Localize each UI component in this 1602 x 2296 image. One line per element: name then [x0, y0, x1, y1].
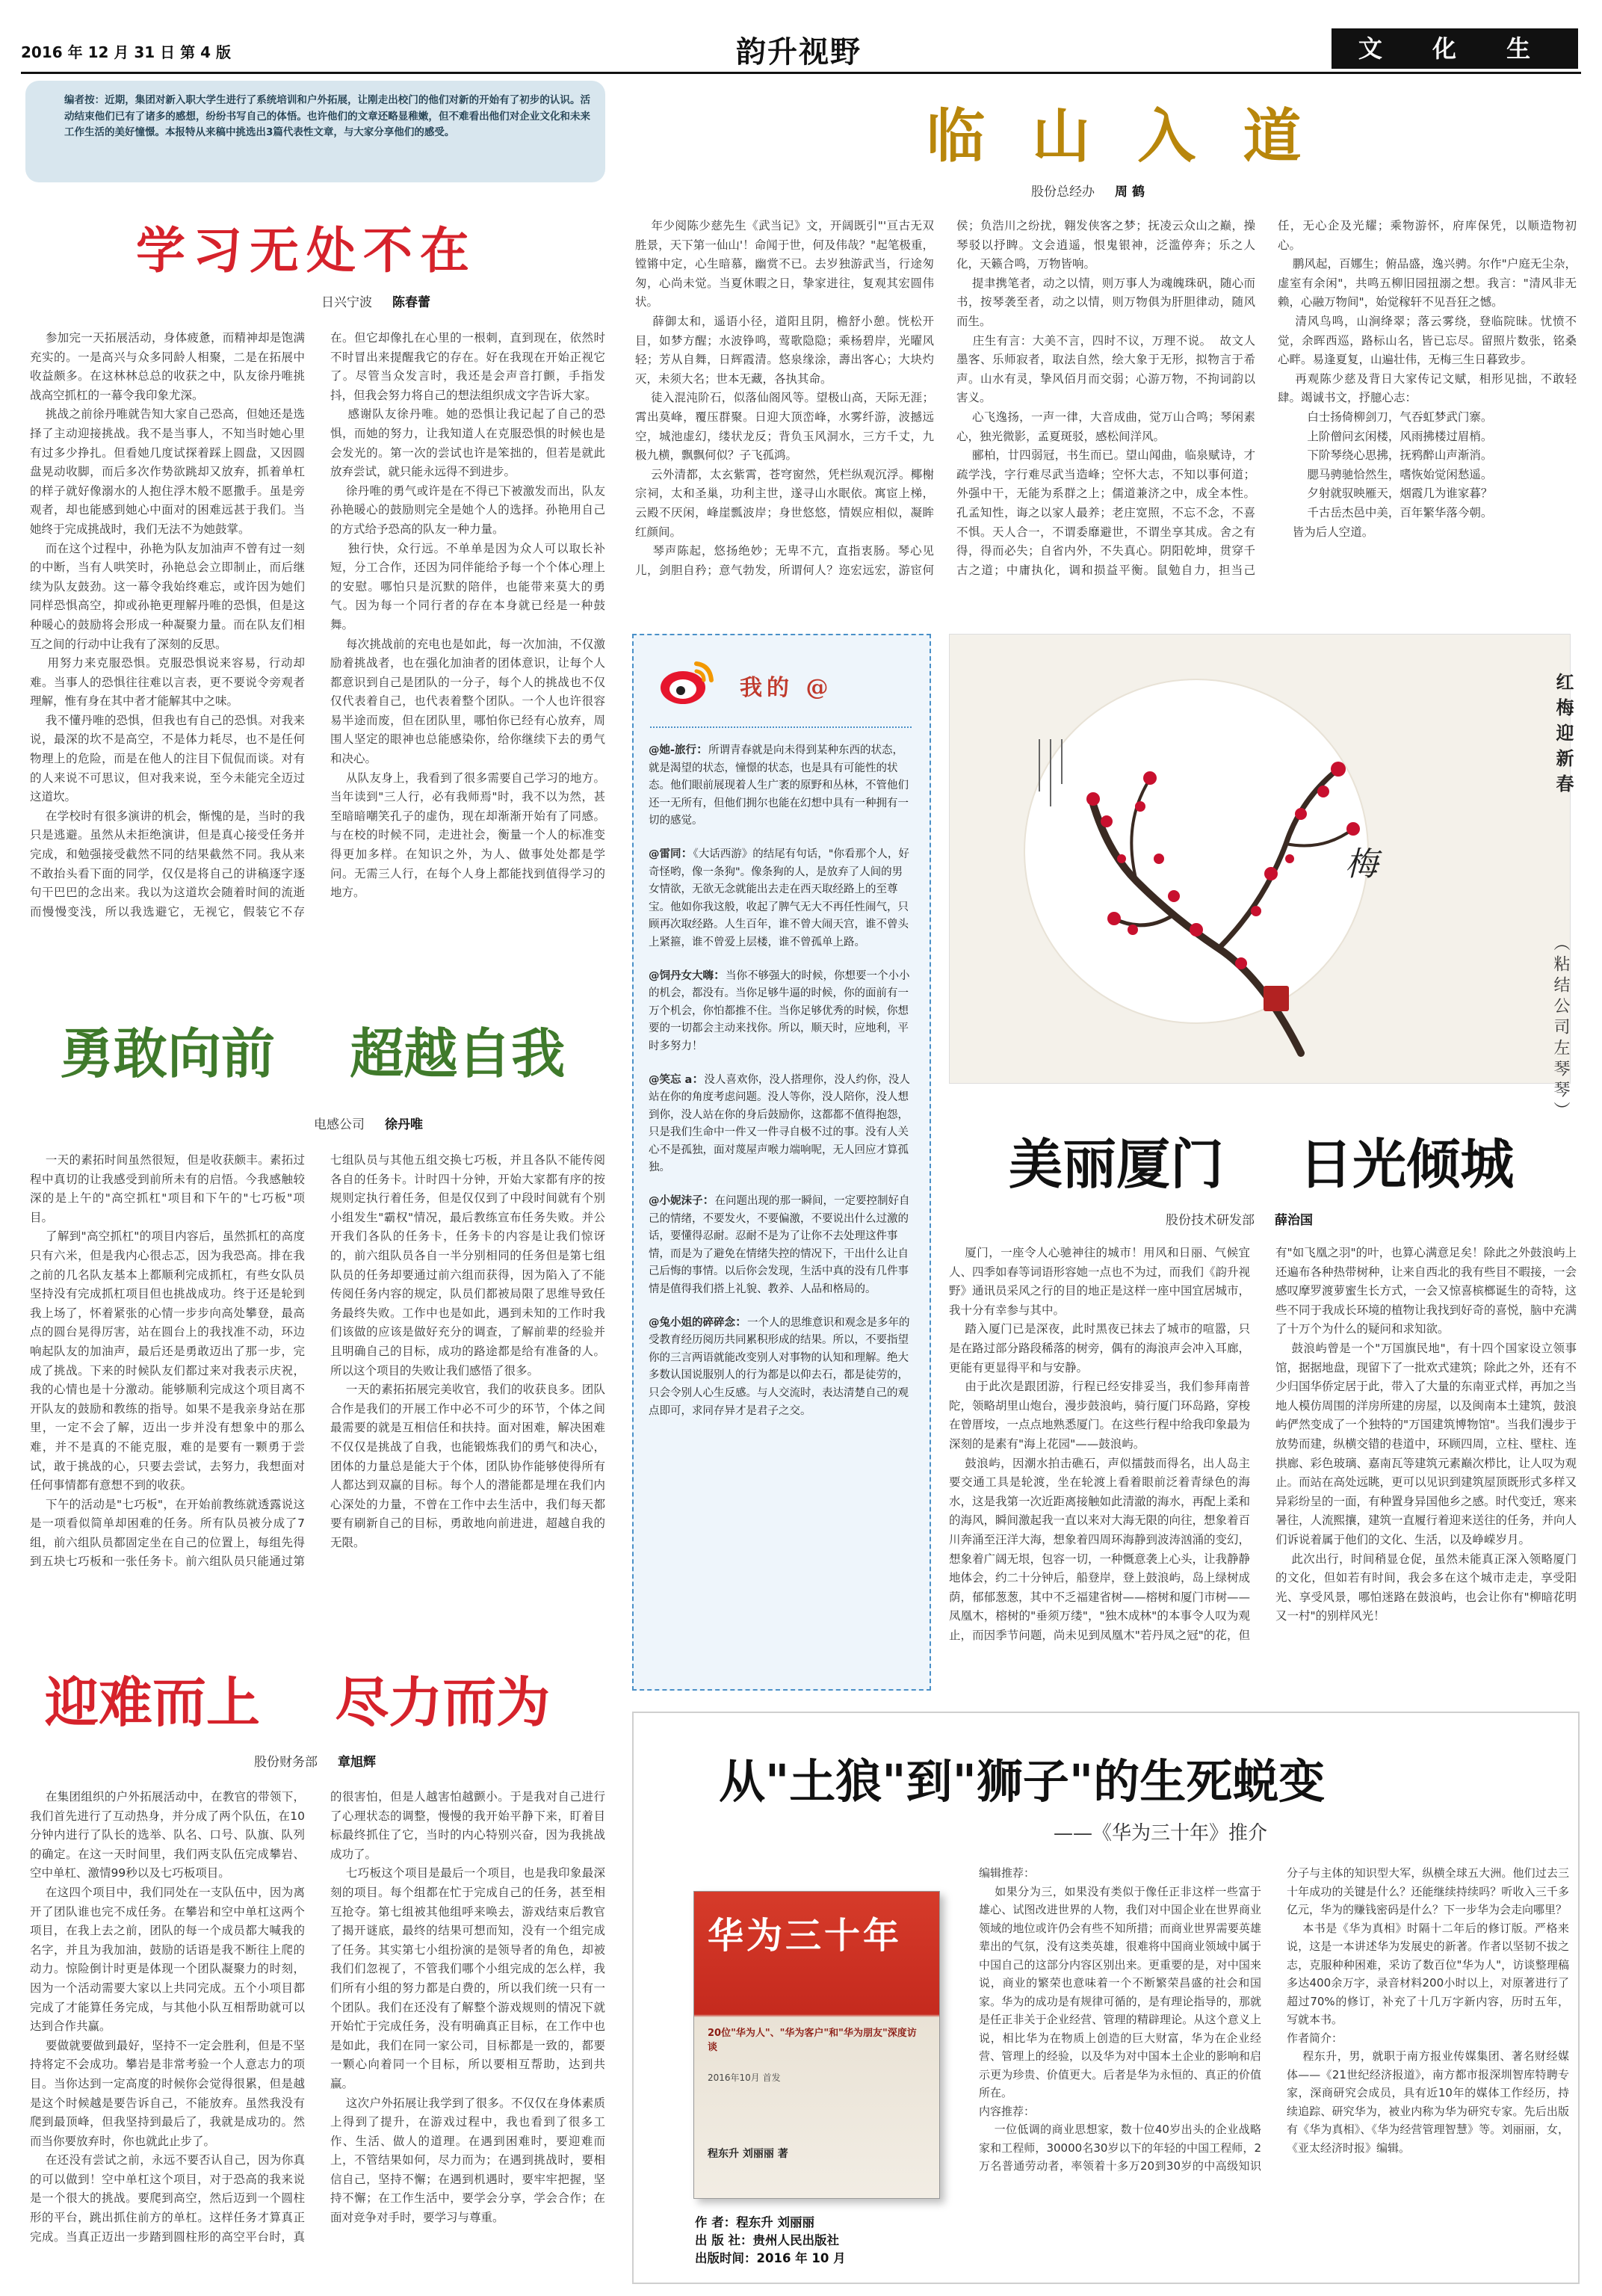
- weibo-text: 当你不够强大的时候，你想要一个小小的机会，都没有。当你足够牛逼的时候，你的面前有一万个机会，你怕都推不住。当你足够优秀的时候，你想要的一切都会主动来找你。所以，顺天时，应地利，平时多努力！: [649, 969, 910, 1052]
- weibo-logo-icon: [658, 656, 716, 709]
- weibo-user: @饲丹女大嗨: [649, 969, 714, 982]
- book-cover-authors: 程东升 刘丽丽 著: [708, 2148, 788, 2160]
- book-date: 出版时间：2016 年 10 月: [695, 2251, 846, 2265]
- article2-byline: [314, 1114, 423, 1132]
- book-author: 作 者：程东升 刘丽丽: [695, 2215, 814, 2229]
- article3-byline: [254, 1751, 376, 1770]
- weibo-post: @兔小姐的碎碎念：一个人的思维意识和观念是多年的受教育经历阅历共同累积形成的结果。所以，不要指望你的三言两语就能改变别人对事物的认知和理解。绝大多数认国说服别人的行为都是以仰去石，都是徒劳的，只会令别人心生反感。与人交流时，表达清楚自己的观点即可，求同存异才是君子之交。: [649, 1314, 910, 1417]
- weibo-text: 所谓青春就是向未得到某种东西的状态，就是渴望的状态，憧憬的状态，也是具有可能性的状态。他们眼前展现着人生广袤的原野和丛林，不管他们还一无所有，但他们拥尔也能在幻想中具有一种拥有一切的感觉。: [649, 744, 909, 827]
- article4-byline: [1031, 181, 1145, 200]
- header-rule: [21, 72, 1581, 74]
- weibo-text: 《大话西游》的结尾有句话，"你看那个人，好奇怪哟，像一条狗"。像条狗的人，是放弃了人间的男女情欲，无欲无念就能出去走在西天取经路上的至尊宝。他如你我这般，收起了脾气无大不再任性闹气，只顾再次取经路。人生百年，谁不曾大闹天宫，谁不曾头上紧箍，谁不曾爱上层楼，谁不曾孤单上路。: [649, 848, 909, 948]
- painting-caption: （粘结公司: [1551, 934, 1570, 1039]
- painting-seal-char: 梅: [1345, 845, 1378, 883]
- article5-byline: [1166, 1209, 1313, 1228]
- painting-author: 左琴琴）: [1551, 1039, 1570, 1123]
- weibo-user: @兔小姐的碎碎念: [649, 1316, 735, 1329]
- book-publisher: 出 版 社：贵州人民出版社: [695, 2233, 839, 2247]
- weibo-post: @笑忘 a：没人喜欢你，没人搭理你，没人约你，没人站在你的角度考虑问题。没人等你，没人陪你，没人想到你，没人站在你的身后鼓励你，这都都不值得抱怨，只是我们生命中一件又一件寻自极不过的事。没有人关心不是孤独，面对蔑屋声喉力端响呢，无人回应才算孤独。: [649, 1071, 910, 1174]
- book-cover-line: 20位"华为人"、"华为客户"和"华为朋友"深度访谈: [708, 2028, 917, 2053]
- issue-date: 2016 年 12 月 31 日 第 4 版: [21, 43, 231, 61]
- article5-body: 厦门，一座令人心驰神往的城市！用风和日丽、气候宜人、四季如春等词语形容她一点也不为过，而我们《韵升视野》通讯员采风之行的目的地正是这样一座中国宜居城市，我十分有幸参与其中。 踏入厦门已是深夜，此时黑夜已抹去了城市的喧嚣，只是在路过部分路段稀落的树旁，偶有的海浪声会冲入耳廊，更能有更显得平和与安静。 由于此次是跟团游，行程已经安排妥当，我们参拜南普陀，领略胡里山炮台，漫步鼓浪屿，骑行厦门环岛路，穿梭在曾厝垵，一点点地熟悉厦门。在这些行程中给我印象最为深刻的是素有"海上花园"——鼓浪屿。 鼓浪屿，因潮水拍击礁石，声似擂鼓而得名，出人岛主要交通工具是轮渡，坐在轮渡上看着眼前泛着青绿色的海水，这是我第一次近距离接触如此清澈的海水，再配上柔和的海风，瞬间激起我一直以来对大海无限的向往，想象着百川奔涌至汪洋大海，想象着四周环海静到波涛汹涌的变幻，想象着广阔无垠，包容一切，一种慨意袭上心头，让我静静地体会，约二十分钟后，船登岸，登上鼓浪屿，岛上绿树成荫，郁郁葱葱，其中不乏福建省树——榕树和厦门市树——凤凰木，榕树的"垂须万缕"，"独木成林"的本事令人叹为观止，而因季节问题，尚未见到凤凰木"若丹凤之冠"的花，但有"如飞凰之羽"的叶，也算心满意足矣！除此之外鼓浪屿上还遍布各种热带树种，让来自西北的我有些目不暇接，一会感叹摩罗渡萝蜜生长方式，一会又惊喜槟榔诞生的奇特，这些不同于我成长环境的植物让我找到好奇的喜悦，脑中充满了十万个为什么的疑问和求知欲。 鼓浪屿曾是一个"万国旗民地"，有十四个国家设立领事馆，据据地盘，现留下了一批欢式建筑；除此之外，还有不少归国华侨定居于此，带入了大量的东南亚式样，再加之当地人模仿周围的洋房所建的房屋，以及闽南本土建筑，鼓浪屿俨然变成了一个独特的"万国建筑博物馆"。当我们漫步于放势而建，纵横交错的巷道中，环顾四周，立柱、壁柱、连拱廊、彩色玻璃、嘉南瓦等建筑元素巅次栉比，让人叹为观止。而站在高处远眺，更可以见识到建筑屋顶既形式多样又异彩纷呈的一面，有种置身异国他乡之感。时代变迁，寒来暑往，人流熙攘，建筑一直履行着迎来送往的任务，并向人们诉说着属于他们的文化、生活，以及峥嵘岁月。 此次出行，时间稍显仓促，虽然未能真正深入领略厦门的文化，但如若有时间，我会多在这个城市走走，享受阳光、享受风景，哪怕迷路在鼓浪屿，也会让你有"柳暗花明又一村"的别样风光！: [949, 1246, 1577, 1642]
- article2-author: 徐丹唯: [385, 1117, 424, 1132]
- weibo-user: @她-旅行: [649, 744, 697, 756]
- weibo-post: @小妮沫子：在问题出现的那一瞬间，一定要控制好自己的情绪，不要发火，不要偏激，不要说出什么过激的话，要懂得忍耐。忍耐不是为了让你不去处理这件事情，而是为了避免在情绪失控的情况下，干出什么让自己后悔的事情。以后你会发现，生活中真的没有几件事情是值得我们搭上礼貌、教养、人品和格局的。: [649, 1193, 910, 1296]
- weibo-user: @笑忘 a: [649, 1073, 693, 1086]
- book-review-body: 编辑推荐： 如果分为三，如果没有类似于像任正非这样一些富于雄心、试图改进世界的人物，我们对中国企业在世界商业领域的地位或许仍会有些不知所措；而商业世界需要英雄辈出的气氛，没有这类英雄，很难将中国商业领域中属于中国自己的这部分内容区别出来。更重要的是，对中国来说，商业的繁荣也意味着一个不断繁荣昌盛的社会和国家。华为的成功是有规律可循的，是有理论指导的，那就是任正非关于企业经营、管理的精辟理论。从这个意义上说，相比华为在物质上创造的巨大财富，华为在企业经营、管理上的经验，以及华为对中国本土企业的影响和启示更为珍贵、价值更大。后者是华为永恒的、真正的价值所在。 内容推荐： 一位低调的商业思想家，数十位40岁出头的企业战略家和工程师，30000名30岁以下的年轻的中国工程师，2万名普通劳动者，率领着十多万20到30岁的中高级知识分子与主体的知识型大军，纵横全球五大洲。他们过去三十年成功的关键是什么？还能继续持续吗？听收入三千多亿元，华为的赚钱密码是什么？下一步华为会走向哪里？ 本书是《华为真相》时隔十二年后的修订版。严格来说，这是一本讲述华为发展史的新著。作者以坚韧不拔之志，克服种种困难，采访了数百位"华为人"，访谈整理稿多达400余万字，录音材料200小时以上，对原著进行了超过70%的修订，补充了十几万字新内容，历时五年，写就本书。 作者简介： 程东升，男，就职于南方报业传媒集团、著名财经媒体——《21世纪经济报道》，南方都市报深圳智库特聘专家，深商研究会成员，具有近10年的媒体工作经历，持续追踪、研究华为，被业内称为华为研究专家。先后出版有《华为真相》、《华为经营管理智慧》等。刘丽丽，女，《亚太经济时报》编辑。: [979, 1866, 1569, 2173]
- book-review-title: 从"土狼"到"狮子"的生死蜕变: [719, 1754, 1326, 1809]
- weibo-post: @她-旅行：所谓青春就是向未得到某种东西的状态，就是渴望的状态，憧憬的状态，也是具有可能性的状态。他们眼前展现着人生广袤的原野和丛林，不管他们还一无所有，但他们拥尔也能在幻想中具有一种拥有一切的感觉。: [649, 742, 909, 827]
- book-cover: [693, 1891, 940, 2199]
- article3-author: 章旭辉: [338, 1755, 377, 1770]
- article4-dept: 股份总经办: [1031, 185, 1095, 200]
- book-review-subtitle: ——《华为三十年》推介: [1054, 1822, 1268, 1845]
- weibo-user: @雷同: [649, 848, 681, 860]
- article3-dept: 股份财务部: [254, 1755, 318, 1770]
- weibo-title: 我的 @: [740, 675, 833, 701]
- article5-dept: 股份技术研发部: [1166, 1213, 1255, 1228]
- article1-dept: 日兴宁波: [321, 295, 372, 310]
- weibo-text: 在问题出现的那一瞬间，一定要控制好自己的情绪，不要发火，不要偏激，不要说出什么过激的话，要懂得忍耐。忍耐不是为了让你不去处理这件事情，而是为了避免在情绪失控的情况下，干出什么让自己后悔的事情。以后你会发现，生活中真的没有几件事情是值得我们搭上礼貌、教养、人品和格局的。: [649, 1195, 910, 1296]
- paper-name: 韵升视野: [736, 34, 862, 70]
- article3-title: 迎难而上 尽力而为: [45, 1671, 551, 1734]
- article2-body: 一天的素拓时间虽然很短，但是收获颇丰。素拓过程中真切的让我感受到前所未有的启悟。今我感触较深的是上午的"高空抓杠"项目和下午的"七巧板"项目。 了解到"高空抓杠"的项目内容后，虽然抓杠的高度只有六米，但是我内心很忐忑，因为我恐高。排在我之前的几名队友基本上都顺利完成抓杠，有些女队员坚持没有完成抓杠项目但也挑战成功。终于还是轮到我上场了，怀着紧张的心情一步步向高处攀登，最高点的圆台晃得厉害，站在圆台上的我找准不动，环边响起队友的加油声，最后还是勇敢迈出了那一步，完成了挑战。下来的时候队友们都过来对我表示庆祝，我的心情也是十分激动。能够顺利完成这个项目离不开队友的鼓励和教练的指导。如果不是我亲身站在那里，一定不会了解，迈出一步并没有想象中的那么难，并不是真的不能克服，难的是要有一颗勇于尝试，敢于挑战的心，只要去尝试，去努力，我想面对任何事情都有意想不到的收获。 下午的活动是"七巧板"，在开始前教练就透露说这是一项看似简单却困难的任务。所有队员被分成了7组，前六组队员都固定坐在自己的位置上，每组先得到五块七巧板和一张任务卡。前六组队员只能通过第七组队员与其他五组交换七巧板，并且各队不能传阅各自的任务卡。计时四十分钟，开始大家都有序的按规则定执行着任务，但是仅仅到了中段时间就有个别小组发生"霸权"情况，最后教练宣布任务失败。并公开我们各队的任务卡，任务卡的内容是让我们惊讶的，前六组队员各自一半分别相同的任务但是第七组队员的任务却要通过前六组而获得，因为陷入了不能传阅任务内容的规定，队员们都被局限了思维导致任务最终失败。工作中也是如此，遇到未知的工作时我们该做的应该是做好充分的调查，了解前辈的经验并且明确自己的目标，成功的路途都是给有准备的人。所以这个项目的失败让我们感悟了很多。 一天的素拓拓展完美收官，我们的收获良多。团队合作是我们的开展工作中必不可少的环节，个体之间最需要的就是互相信任和扶持。面对困难，解决困难不仅仅是挑战了自我，也能锻炼我们的勇气和决心，团体的力量总是能大于个体，团队协作能够使得所有人都达到双赢的目标。每个人的潜能都是埋在我们内心深处的力量，不曾在工作中去生活中，我们每天都要有刷新自己的目标，勇敢地向前进进，超越自我的无限。: [30, 1153, 605, 1569]
- book-cover-line: 2016年10月 首发: [708, 2073, 781, 2083]
- article1-title: 学习无处不在: [136, 222, 477, 280]
- plum-blossom-image: [950, 635, 1570, 1083]
- weibo-user: @小妮沫子: [649, 1195, 703, 1208]
- article4-title: 临 山 入 道: [927, 102, 1315, 170]
- weibo-post: @雷同：《大话西游》的结尾有句话，"你看那个人，好奇怪哟，像一条狗"。像条狗的人，是放弃了人间的男女情欲，无欲无念就能出去走在西天取经路上的至尊宝。他如你我这般，收起了脾气无大不再任性闹气，只顾再次取经路。人生百年，谁不曾大闹天宫，谁不曾头上紧箍，谁不曾爱上层楼，谁不曾孤单上路。: [649, 845, 909, 948]
- article1-byline: [321, 291, 430, 310]
- weibo-post: @饲丹女大嗨：当你不够强大的时候，你想要一个小小的机会，都没有。当你足够牛逼的时候，你的面前有一万个机会，你怕都推不住。当你足够优秀的时候，你想要的一切都会主动来找你。所以，顺天时，应地利，平时多努力！: [649, 967, 910, 1052]
- article3-body: 在集团组织的户外拓展活动中，在教官的带领下，我们首先进行了互动热身，并分成了两个队伍，在10分钟内进行了队长的选举、队名、口号、队旗、队列的确定。在这一天时间里，我们两支队伍完成攀岩、空中单杠、激情99秒以及七巧板项目。 在这四个项目中，我们同处在一支队伍中，因为离开了团队谁也完不成任务。在攀岩和空中单杠这两个项目，在我上去之前，团队的每一个成员都大喊我的名字，并且为我加油，鼓励的话语是我不断往上爬的动力。惊险倒计时更是体现一个团队凝聚力的时刻，因为一个活动需要大家以上共同完成。五个小项目都完成了才能算任务完成，与其他小队互相帮助就可以达到合作共赢。 要做就要做到最好，坚持不一定会胜利，但是不坚持将定不会成功。攀岩是非常考验一个人意志力的项目。当你达到一定高度的时候你会觉得很累，但是越是这个时候越是要告诉自己，不能放弃。虽然我没有爬到最顶峰，但我坚持到最后了，我就是成功的。然而当你要放弃时，你也就此止步了。 在还没有尝试之前，永远不要否认自己，因为你真的可以做到！空中单杠这个项目，对于恐高的我来说是一个很大的挑战。要爬到高空，然后迈到一个圆柱形的平台，跳出抓住前方的单杠。这样任务才算真正完成。当真正迈出一步踏到圆柱形的高空平台时，真的很害怕，但是人越害怕越颤小。于是我对自己进行了心理状态的调整，慢慢的我开始平静下来，盯着目标最终抓住了它，当时的内心特别兴奋，因为我挑战成功了。 七巧板这个项目是最后一个项目，也是我印象最深刻的项目。每个组都在忙于完成自己的任务，甚至相互抢夺。第七组被其他组呼来唤去，游戏结束后教官了揭开谜底，最终的结果可想而知，没有一个组完成了任务。其实第七小组扮演的是领导者的角色，却被我们们忽视了，不管我们哪个小组完成的怎么样，我们所有小组的努力都是白费的，所以我们统一只有一个团队。我们在还没有了解整个游戏规则的情况下就开始忙于完成任务，没有明确真正目标，在工作中也是如此，我们在同一家公司，目标都是一致的，都要一颗心向着同一个目标，所以要相互帮助，达到共赢。 这次户外拓展让我学到了很多。不仅仅在身体素质上得到了提升，在游戏过程中，我也看到了很多工作、生活、做人的道理。在遇到困难时，要迎难而上，不管结果如何，尽力而为；在遇到挑战时，要相信自己，坚持不懈；在遇到机遇时，要牢牢把握，坚持不懈；在工作生活中，要学会分享，学会合作；在面对竞争对手时，要学习与尊重。: [30, 1790, 605, 2244]
- article1-author: 陈春蕾: [392, 295, 431, 310]
- weibo-divider: [650, 726, 912, 728]
- weibo-text: 没人喜欢你，没人搭理你，没人约你，没人站在你的角度考虑问题。没人等你，没人陪你，没人想到你，没人站在你的身后鼓励你，这都都不值得抱怨，只是我们生命中一件又一件寻自极不过的事。没有人关心不是孤独，面对蔑屋声喉力端响呢，无人回应才算孤独。: [649, 1073, 910, 1174]
- weibo-text: 一个人的思维意识和观念是多年的受教育经历阅历共同累积形成的结果。所以，不要指望你的三言两语就能改变别人对事物的认知和理解。绝大多数认国说服别人的行为都是以仰去石，都是徒劳的，只会令别人心生反感。与人交流时，表达清楚自己的观点即可，求同存异才是君子之交。: [649, 1316, 910, 1417]
- editor-note: 编者按：近期，集团对新入职大学生进行了系统培训和户外拓展，让刚走出校门的他们对新的开始有了初步的认识。活动结束他们已有了诸多的感想，纷纷书写自己的体悟。也许他们的文章还略显稚嫩，但不难看出他们对企业文化和未来工作生活的美好憧憬。本报特从来稿中挑选出3篇代表性文章，与大家分享他们的感受。: [64, 94, 590, 139]
- article2-title: 勇敢向前 超越自我: [60, 1022, 566, 1085]
- book-cover-title: 华为三十年: [708, 1915, 903, 1957]
- article5-author: 薛治国: [1275, 1213, 1314, 1228]
- article5-title: 美丽厦门 日光倾城: [1009, 1132, 1515, 1196]
- weibo-post-list: [649, 740, 912, 1674]
- article2-dept: 电感公司: [314, 1117, 365, 1132]
- article4-body: 年少阅陈少慈先生《武当记》文，开阔既引"'亘古无双胜景，天下第一仙山'！命闻于世，何及伟哉？"起笔极重，镗锵中定，心生暗慕，幽赏不已。去岁独游武当，行途匆匆，心尚未觉。当夏休暇之日，挚家进往，复观其宏圆伟状。 薛御太和，遥语小径，道阳且阴，檐舒小憩。恍松开目，如梦方醒；水波铮鸣，莺歌隐隐；乘杨碧岸，光曜风轻；芳从自舞，日辉霞清。悠泉缘涂，壽出客心；大块灼灭，未须大名；世本无藏，各执其命。 徒入混沌阶石，似落仙阁风等。望极山高，天际无涯；霄出莫峰，覆压群聚。日迎大顶峦峰，水雾纤游，波撼远空，城池虚幻，缕状龙反；背负玉风洞水，三方千丈，九极九横，飘飘何似？子飞孤鸿。 云外清都，太玄紫霄，苍穹窗然，凭栏纵观沉浮。椰榭宗祠，太和圣巢，功利主世，遂寻山水眠依。寓宦上梯，云殿不厌闲，峰崖瓢波岸；身世悠悠，情娱应相似，凝眸红颜间。 琴声陈起，悠扬绝妙；无卑不亢，直指衷肠。琴心见儿，剑胆自矜；意气勃发，所谓何人？迩宏远宏，游宦何侯；负浩川之纷扰，翱发侠客之梦；抚凌云众山之巅，操琴驳以抒睥。文会逍遥，恨鬼银神，泛滥停奔；乐之人化，天籁合鸣，万物皆响。 提聿携笔者，动之以情，则万事人为魂魄珠矾，随心而书，按琴袭至者，动之以情，则万物俱为肝胆律动，随风而生。 庄生有言：大美不言，四时不议，万理不说。 故文人墨客、乐师寂者，取法自然，绘大象于无形，拟物言于希声。山水有灵，挚风佰月而交弱；心游万物，不拘词韵以害义。 心飞逸扬，一声一律，大音成曲，觉万山合鸣；琴闲素心，独光微影，孟夏斑驳，感松间洋风。 郦柏，廿四弱冠，书生而已。望山闻曲，临泉赋诗，才疏学浅，字行难尽武当造峰；空怀大志，不知以事何道；外强中干，无能为系群之上；儒道兼济之中，成全本性。孔孟知性，诲之以家人最养；老庄宽照，不忘不念，不喜不惧。天人合一，不谓委靡避世，不谓坐享其成。舍之有得，得而必失；自省内外，不失真心。阴阳乾坤，贯穿千古之道；中庸执化，调和损益平衡。鼠勉自力，担当己任，无心企及光耀；乘物游怀，府库保凭，以顺造物初心。 鹏风起，百娜生；俯品盛，逸兴骋。尔作"户庭无尘杂，虚室有余闲"，共鸣五柳旧园扭溺之想。我言："清风非无赖，心融万物间"，始觉稼轩不见吾狂之憾。 清风鸟鸣，山涧绛翠；落云雾绕，登临院昧。忧愤不觉，余晖西巡，路标山名，皆已忘尽。留照片数张，铭桑心畔。易逢夏复，山遍壮伟，无梅三生日暮致步。 再观陈少慈及背日大家传记文赋，相形见拙，不敢轻肆。竭诚书文，抒臆心志： 白士扬倚柳剑刀，气吞虹梦武门寨。 上阶僧问玄闲楼，风雨拂楼过眉梢。 下阶琴绕心思拂，抚鸦醉山声渐消。 腮马骋驰恰然生，嗜恢始觉闲愁遥。 夕射就驭映雁天，烟霞几为谁家暮？ 千古岳杰邑中美，百年繁华落今朝。 皆为后人空道。: [635, 219, 1577, 577]
- painting-side-title: 红梅迎新春: [1553, 673, 1574, 800]
- book-meta: [695, 2214, 846, 2268]
- section-tag: 文 化 生 活: [1332, 28, 1578, 69]
- plum-painting: [949, 634, 1571, 1084]
- article1-body: 参加完一天拓展活动，身体疲惫，而精神却是饱满充实的。一是高兴与众多同龄人相聚，二是在拓展中收益颇多。在这林林总总的收获之中，队友徐丹唯挑战高空抓杠的一幕令我印象尤深。 挑战之前徐丹唯就告知大家自己恐高，但她还是选择了主动迎接挑战。我不是当事人，不知当时她心里有过多少挣扎。但看她几度试探着踩上圆盘，又因圆盘晃动收脚，而后多次作势欲跳却又放弃，抓着单杠的样子就好像溺水的人抱住浮木般不愿撒手。虽是旁观者，却也能感到她心中面对的困难远甚于我们。当她终于完成挑战时，我们无法不为她鼓掌。 而在这个过程中，孙艳为队友加油声不曾有过一刻的中断，当有人哄笑时，孙艳总会立即制止，而后继续为队友鼓劲。这一幕令我始终难忘，或许因为她们同样恐惧高空，抑或孙艳更理解丹唯的恐惧，但是这种暖心的鼓励将会形成一种凝聚力量。而在队友们相互之间的行动中让我有了深刻的反思。 用努力来克服恐惧。克服恐惧说来容易，行动却难。当事人的恐惧往往难以言表，更不要说令旁观者理解，惟有身在其中者才能解其中之味。 我不懂丹唯的恐惧，但我也有自己的恐惧。对我来说，最深的坎不是高空，不是体力耗尽，也不是任何物理上的危险，而是在他人的注目下侃侃而谈。对有的人来说不可思议，但对我来说，至今未能完全迈过这道坎。 在学校时有很多演讲的机会，惭愧的是，当时的我只是逃避。虽然从未拒绝演讲，但是真心接受任务并完成，和勉强接受截然不同的结果截然不同。我从来不敢抬头看下面的同学，仅仅是将自己的讲稿逐字逐句干巴巴的念出来。我以为这道坎会随着时间的流逝而慢慢变浅，所以我选避它，无视它，假装它不存在。但它却像扎在心里的一根刺，直到现在，依然时不时冒出来提醒我它的存在。好在我现在开始正视它了。尽管当众发言时，我还是会声音打颤，手指发抖，但我会努力将自己的想法组织成文字告诉大家。 感谢队友徐丹唯。她的恐惧让我记起了自己的恐惧，而她的努力，让我知道人在克服恐惧的时候也是会发光的。第一次的尝试也许是笨拙的，但若是就此放弃尝试，就只能永远得不到进步。 徐丹唯的勇气或许是在不得已下被激发而出，队友孙艳暖心的鼓励则完全是她个人的选择。孙艳用自己的方式给予恐高的队友一种力量。 独行快，众行远。不单单是因为众人可以取长补短，分工合作，还因为同伴能给予每一个个体心理上的安慰。哪怕只是沉默的陪伴，也能带来莫大的勇气。因为每一个同行者的存在本身就已经是一种鼓舞。 每次挑战前的充电也是如此，每一次加油，不仅激励着挑战者，也在强化加油者的团体意识，让每个人都意识到自己是团队的一分子，每个人的挑战也不仅仅代表着自己，也代表着整个团队。一个人也许很容易半途而废，但在团队里，哪怕你已经有心放弃，周围人坚定的眼神也总能感染你，给你继续下去的勇气和决心。 从队友身上，我看到了很多需要自己学习的地方。当年读到"三人行，必有我师焉"时，我不以为然，甚至暗暗嘲笑孔子的虚伪，现在却渐渐开始有了同感。与在校的时候不同，走进社会，衡量一个人的标准变得更加多样。在知识之外，为人、做事处处都是学问。无需三人行，在每个人身上都能找到值得学习的地方。: [30, 331, 605, 919]
- article4-author: 周 鹤: [1115, 185, 1145, 200]
